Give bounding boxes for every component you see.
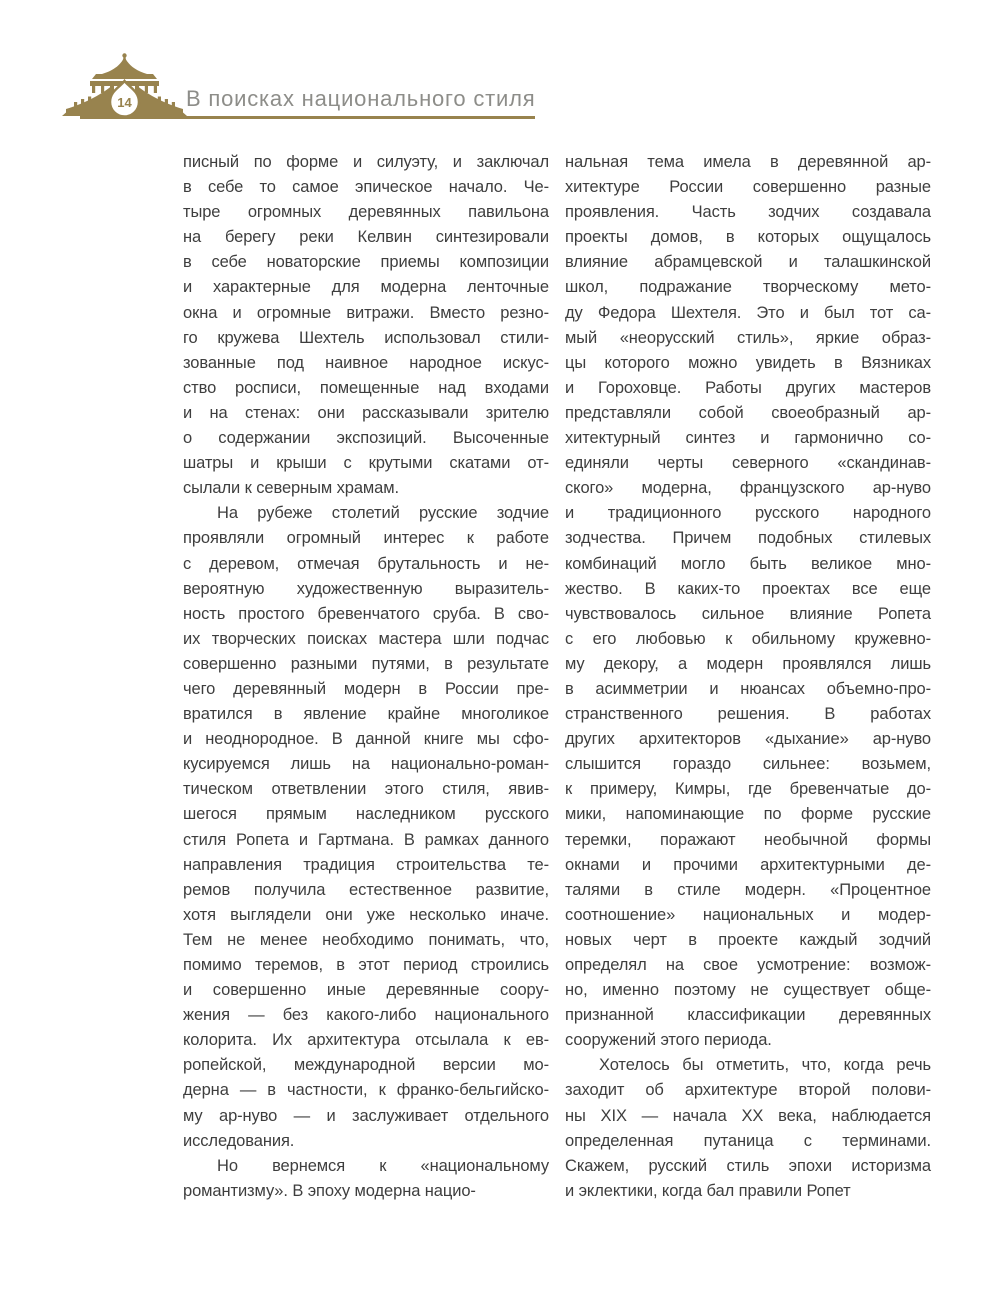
text-line: школ, подражание творческому мето- [565,278,931,297]
text-line: новых черт в проекте каждый зодчий [565,930,931,949]
text-line: в асимметрии и нюансах объемно-про- [565,679,931,698]
chapter-title: В поисках национального стиля [186,86,536,111]
text-line: Тем не менее необходимо понимать, что, [183,930,549,949]
text-line: шатры и крыши с крутыми скатами от- [183,454,549,473]
text-line: зодчества. Причем подобных стилевых [565,529,931,548]
text-line: и эклектики, когда бал правили Ропет [565,1181,851,1200]
text-line: других архитекторов «дыхание» ар-нуво [565,730,931,749]
paragraph [565,1053,931,1204]
text-line: и традиционного русского народного [565,504,931,523]
text-line: окнами и прочими архитектурными де- [565,855,931,874]
text-line: тыре огромных деревянных павильона [183,203,549,222]
paragraph [565,150,931,1053]
text-line: заходит об архитектуре второй полови- [565,1081,931,1100]
text-line: мый «неорусский стиль», яркие образ- [565,328,931,347]
text-line: чувствовалось сильное влияние Ропета [565,604,931,623]
text-line: с деревом, отмечая брутальность и не- [183,554,549,573]
terem-tower-icon [62,53,187,119]
text-line: определял на свое усмотрение: возмож- [565,956,931,974]
text-line: о содержании экспозиций. Высоченные [183,429,549,448]
text-line: проявляли огромный интерес к работе [183,529,549,548]
text-line: к примеру, Кимры, где бревенчатые до- [565,780,931,799]
text-line: соотношение» национальных и модер- [565,905,931,924]
text-line: Но вернемся к «национальному [217,1156,549,1175]
text-line: нальная тема имела в деревянной ар- [565,153,931,171]
text-line: но, именно поэтому не существует обще- [565,981,931,1000]
text-line: странственного решения. В работах [565,705,931,724]
text-line: цы которого можно увидеть в Вязниках [565,353,931,372]
text-line: совершенно разными путями, в результате [183,654,549,673]
paragraph [183,150,549,501]
text-line: и характерные для модерна ленточные [183,278,549,297]
text-line: вероятную художественную выразитель- [183,579,549,598]
header-rule [80,116,535,119]
text-line: влияние абрамцевской и талашкинской [565,253,931,272]
text-line: сылали к северным храмам. [183,479,399,498]
text-line: окна и огромные витражи. Вместо резно- [183,303,549,322]
text-line: ны XIX — начала XX века, наблюдается [565,1106,931,1125]
text-line: и Гороховце. Работы других мастеров [565,378,931,397]
text-line: вратился в явление крайне многоликое [183,705,549,724]
text-line: комбинаций могло быть великое мно- [565,554,931,573]
paragraph [183,501,549,1153]
terem-tower-icon-graphic [62,53,187,119]
text-line: ропейской, международной версии мо- [183,1056,549,1075]
text-line: писный по форме и силуэту, и заключал [183,153,549,171]
text-line: талями в стиле модерн. «Процентное [565,880,931,899]
text-line: го кружева Шехтель использовал стили- [183,328,549,347]
right-column [565,150,931,1204]
text-line: проявления. Часть зодчих создавала [565,203,931,222]
text-line: ремов получила естественное развитие, [183,880,549,899]
text-line: и неоднородное. В данной книге мы сфо- [183,730,549,749]
text-line: направления традиция строительства те- [183,855,549,874]
text-line: мики, напоминающие по форме русские [565,805,931,824]
text-line: ду Федора Шехтеля. Это и был тот са- [565,303,931,322]
text-line: ность простого бревенчатого сруба. В сво- [183,604,549,623]
text-line: проекты домов, в которых ощущалось [565,228,931,247]
text-line: и на стенах: они рассказывали зрителю [183,403,549,422]
text-line: ского» модерна, французского ар-нуво [565,479,931,498]
text-line: жения — без какого-либо национального [183,1006,549,1025]
text-line: теремки, поражают необычной формы [565,830,931,849]
text-line: ство росписи, помещенные над входами [183,378,549,397]
text-line: признанной классификации деревянных [565,1006,931,1025]
text-line: единяли черты северного «скандинав- [565,454,931,473]
left-column [183,150,549,1204]
text-line: хитектурный синтез и гармонично со- [565,429,931,448]
text-line: му ар-нуво — и заслуживает отдельного [183,1106,549,1125]
text-line: хотя выглядели они уже несколько иначе. [183,905,549,924]
text-line: На рубеже столетий русские зодчие [217,504,549,523]
page-number: 14 [117,95,132,110]
text-line: зованные под наивное народное искус- [183,353,549,372]
text-line: хитектуре России совершенно разные [565,178,931,197]
text-line: тическом ответвлении этого стиля, явив- [183,780,549,799]
text-line: Скажем, русский стиль эпохи историзма [565,1156,931,1175]
text-line: определенная путаница с терминами. [565,1131,931,1150]
text-line: помимо теремов, в этот период строились [183,956,549,974]
text-line: чего деревянный модерн в России пре- [183,679,549,698]
text-line: в себе то самое эпическое начало. Че- [183,178,549,197]
paragraph [183,1154,549,1204]
text-line: в себе новаторские приемы композиции [183,253,549,272]
text-line: с его любовью к обильному кружевно- [565,629,931,648]
text-line: их творческих поисках мастера шли подчас [183,629,549,648]
text-line: жество. В каких-то проектах все еще [565,579,931,598]
text-line: слышится гораздо сильнее: возьмем, [565,755,931,774]
text-line: исследования. [183,1131,295,1150]
text-line: кусируемся лишь на национально-роман- [183,755,549,774]
text-line: шегося прямым наследником русского [183,805,549,824]
text-line: дерна — в частности, к франко-бельгийско- [183,1081,549,1100]
text-line: представляли собой своеобразный ар- [565,403,931,422]
text-line: романтизму». В эпоху модерна нацио- [183,1181,476,1200]
text-line: Хотелось бы отметить, что, когда речь [599,1056,931,1075]
text-line: и совершенно иные деревянные соору- [183,981,549,1000]
text-line: му декору, а модерн проявлялся лишь [565,654,931,673]
text-line: на берегу реки Келвин синтезировали [183,228,549,247]
text-line: сооружений этого периода. [565,1031,772,1050]
text-line: колорита. Их архитектура отсылала к ев- [183,1031,549,1050]
text-line: стиля Ропета и Гартмана. В рамках данного [183,830,549,849]
